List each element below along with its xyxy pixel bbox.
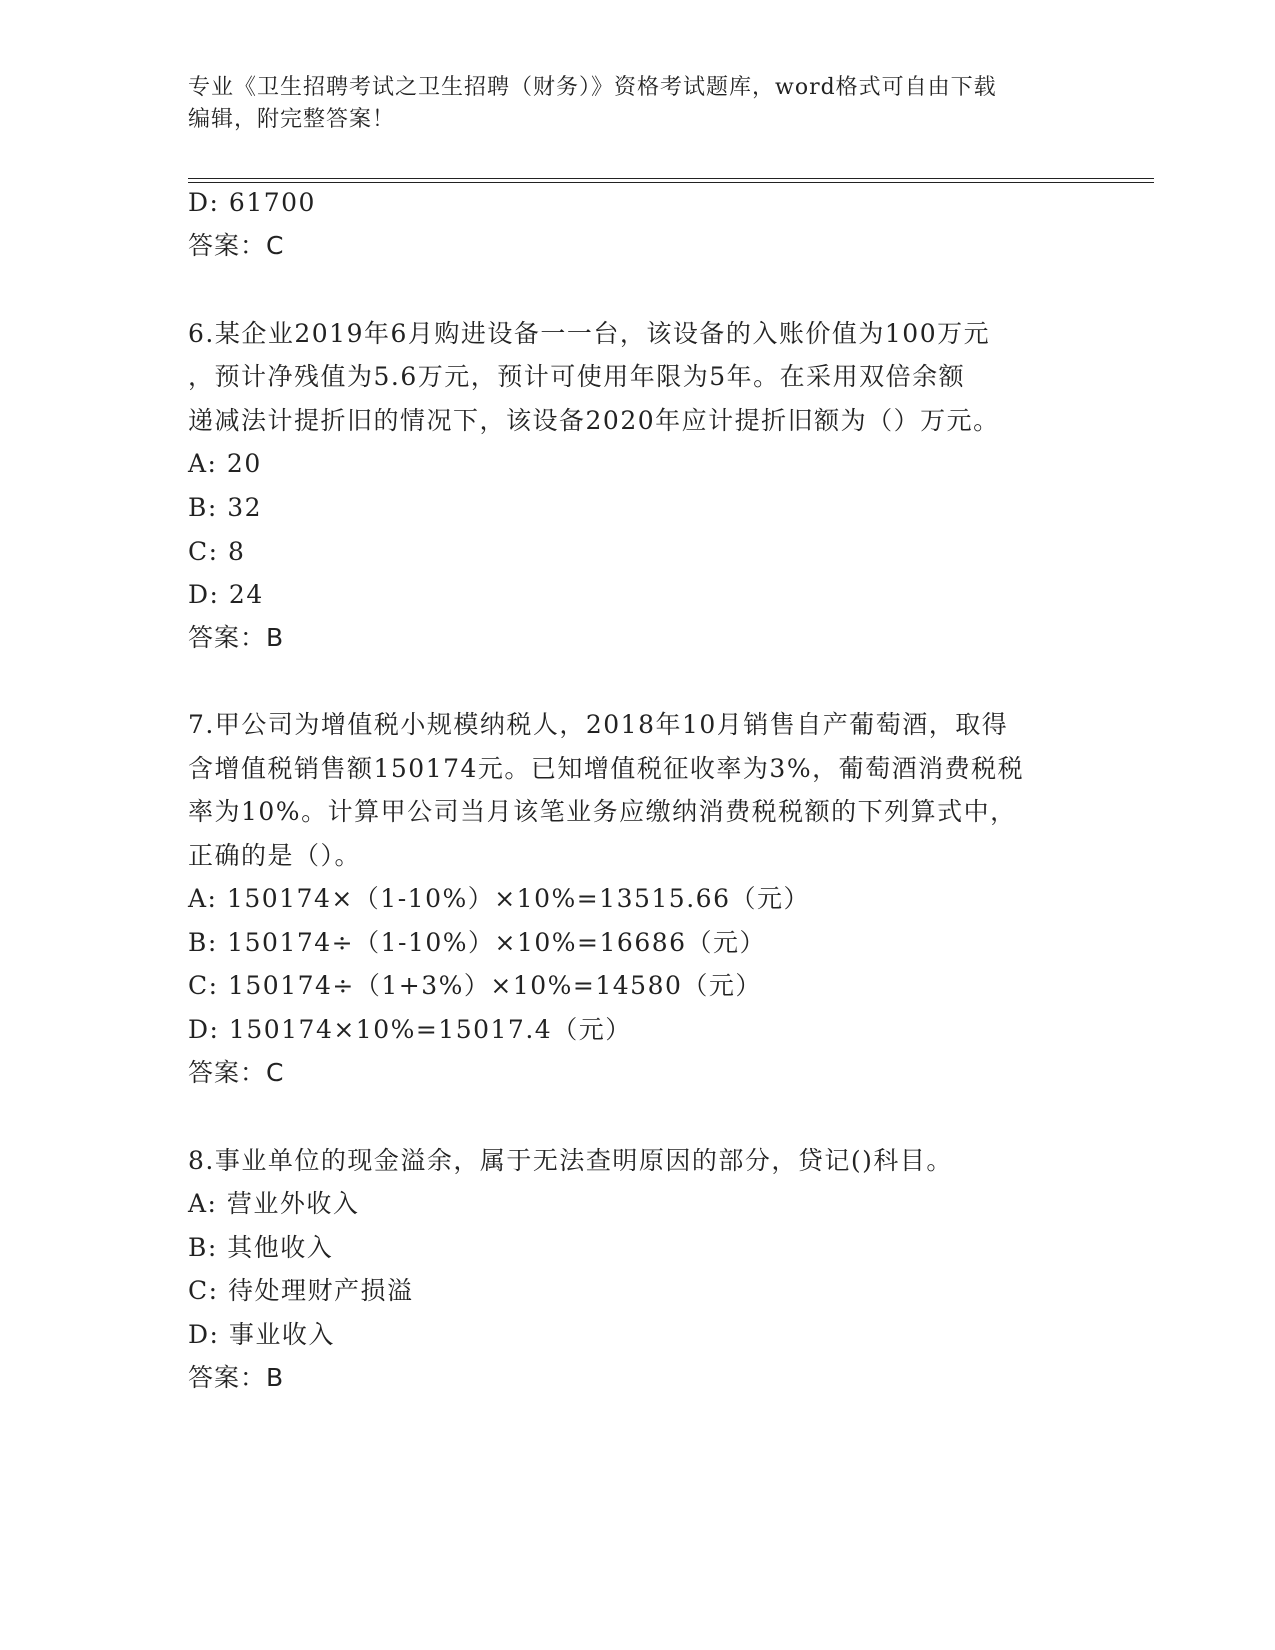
- q6-option-b: B: 32: [188, 493, 263, 522]
- q7-text-line-4: 正确的是（）。: [188, 841, 362, 870]
- header-line-2: 编辑，附完整答案！: [188, 107, 396, 132]
- q7-text-line-2: 含增值税销售额150174元。已知增值税征收率为3%，葡萄酒消费税税: [188, 754, 1025, 783]
- q6-option-a: A: 20: [188, 449, 262, 478]
- q6-option-d: D: 24: [188, 580, 264, 609]
- q7-option-a: A: 150174×（1-10%）×10%=13515.66（元）: [188, 884, 810, 913]
- q7-answer: 答案：C: [188, 1058, 285, 1087]
- header-divider-bottom: [188, 182, 1154, 183]
- q7-option-b: B: 150174÷（1-10%）×10%=16686（元）: [188, 928, 767, 957]
- q8-option-d: D: 事业收入: [188, 1320, 335, 1349]
- q8-answer: 答案：B: [188, 1363, 285, 1392]
- q8-option-c: C: 待处理财产损溢: [188, 1276, 414, 1305]
- q6-text-line-3: 递减法计提折旧的情况下，该设备2020年应计提折旧额为（）万元。: [188, 406, 1000, 435]
- q7-text-line-1: 7.甲公司为增值税小规模纳税人，2018年10月销售自产葡萄酒，取得: [188, 710, 1009, 739]
- q8-text-line-1: 8.事业单位的现金溢余，属于无法查明原因的部分，贷记()科目。: [188, 1146, 953, 1175]
- q8-option-b: B: 其他收入: [188, 1233, 334, 1262]
- page-header: [188, 72, 1068, 136]
- q6-text-line-2: ，预计净残值为5.6万元，预计可使用年限为5年。在采用双倍余额: [188, 362, 966, 391]
- q6-text-line-1: 6.某企业2019年6月购进设备一一台，该设备的入账价值为100万元: [188, 319, 991, 348]
- q7-option-d: D: 150174×10%=15017.4（元）: [188, 1015, 632, 1044]
- header-divider-top: [188, 178, 1154, 179]
- q8-option-a: A: 营业外收入: [188, 1189, 360, 1218]
- q7-option-c: C: 150174÷（1+3%）×10%=14580（元）: [188, 971, 762, 1000]
- prev-answer: 答案：C: [188, 231, 285, 260]
- prev-option-d: D: 61700: [188, 188, 316, 217]
- header-line-1: 专业《卫生招聘考试之卫生招聘（财务）》资格考试题库，word格式可自由下载: [188, 75, 997, 100]
- q6-option-c: C: 8: [188, 537, 246, 566]
- q6-answer: 答案：B: [188, 623, 285, 652]
- q7-text-line-3: 率为10%。计算甲公司当月该笔业务应缴纳消费税税额的下列算式中，: [188, 797, 1017, 826]
